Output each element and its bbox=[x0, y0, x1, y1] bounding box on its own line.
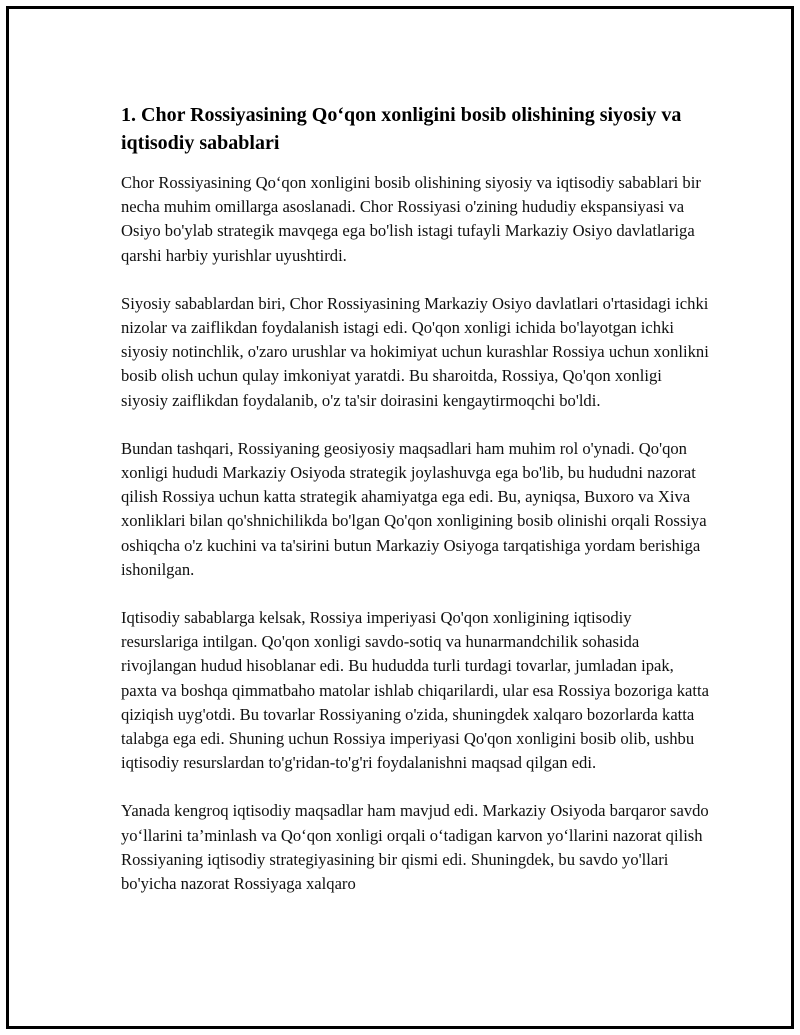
paragraph-geopolitical-goals: Bundan tashqari, Rossiyaning geosiyosiy maqsadlari ham muhim rol o'ynadi. Qo'qon xonligi hududi Markaziy Osiyoda strategik joylashuvga ega bo'lib, bu hududni nazorat qilish Rossiya uchun katta strategik ahamiyatga ega edi. Bu, ayniqsa, Buxoro va Xiva xonliklari bilan qo'shnichilikda bo'lgan Qo'qon xonligining bosib olinishi orqali Rossiya oshiqcha o'z kuchini va ta'sirini butun Markaziy Osiyoga tarqatishiga yordam berishiga ishonilgan. bbox=[121, 438, 707, 579]
paragraph-intro: Chor Rossiyasining Qo‘qon xonligini bosib olishining siyosiy va iqtisodiy sabablari bir necha muhim omillarga asoslanadi. Chor Rossiyasi o'zining hududiy ekspansiyasi va Osiyo bo'ylab strategik mavqega ega bo'lish istagi tufayli Markaziy Osiyo davlatlariga qarshi harbiy yurishlar uyushtirdi. bbox=[121, 173, 701, 265]
page-frame bbox=[6, 6, 794, 1029]
paragraph-economic-reasons: Iqtisodiy sabablarga kelsak, Rossiya imperiyasi Qo'qon xonligining iqtisodiy resurslariga intilgan. Qo'qon xonligi savdo-sotiq va hunarmandchilik sohasida rivojlangan hudud hisoblanar edi. Bu hududda turli turdagi tovarlar, jumladan ipak, paxta va boshqa qimmatbaho matolar ishlab chiqarilardi, ular esa Rossiya bozoriga katta qiziqish uyg'otdi. Bu tovarlar Rossiyaning o'zida, shuningdek xalqaro bozorlarda katta talabga ega edi. Shuning uchun Rossiya imperiyasi Qo'qon xonligini bosib olib, ushbu iqtisodiy resurslardan to'g'ridan-to'g'ri foydalanishni maqsad qilgan edi. bbox=[121, 608, 709, 773]
section-heading: 1. Chor Rossiyasining Qo‘qon xonligini bosib olishining siyosiy va iqtisodiy sabablari bbox=[121, 104, 682, 154]
paragraph-trade-routes: Yanada kengroq iqtisodiy maqsadlar ham mavjud edi. Markaziy Osiyoda barqaror savdo yo‘llarini ta’minlash va Qo‘qon xonligi orqali o‘tadigan karvon yo‘llarini nazorat qilish Rossiyaning iqtisodiy strategiyasining bir qismi edi. Shuningdek, bu savdo yo'llari bo'yicha nazorat Rossiyaga xalqaro bbox=[121, 801, 709, 894]
document-body bbox=[121, 101, 711, 920]
paragraph-political-reasons: Siyosiy sabablardan biri, Chor Rossiyasining Markaziy Osiyo davlatlari o'rtasidagi ichki nizolar va zaiflikdan foydalanish istagi edi. Qo'qon xonligi ichida bo'layotgan ichki siyosiy notinchlik, o'zaro urushlar va hokimiyat uchun kurashlar Rossiya uchun xonlikni bosib olish uchun qulay imkoniyat yaratdi. Bu sharoitda, Rossiya, Qo'qon xonligi siyosiy zaiflikdan foydalanib, o'z ta'sir doirasini kengaytirmoqchi bo'ldi. bbox=[121, 293, 709, 410]
